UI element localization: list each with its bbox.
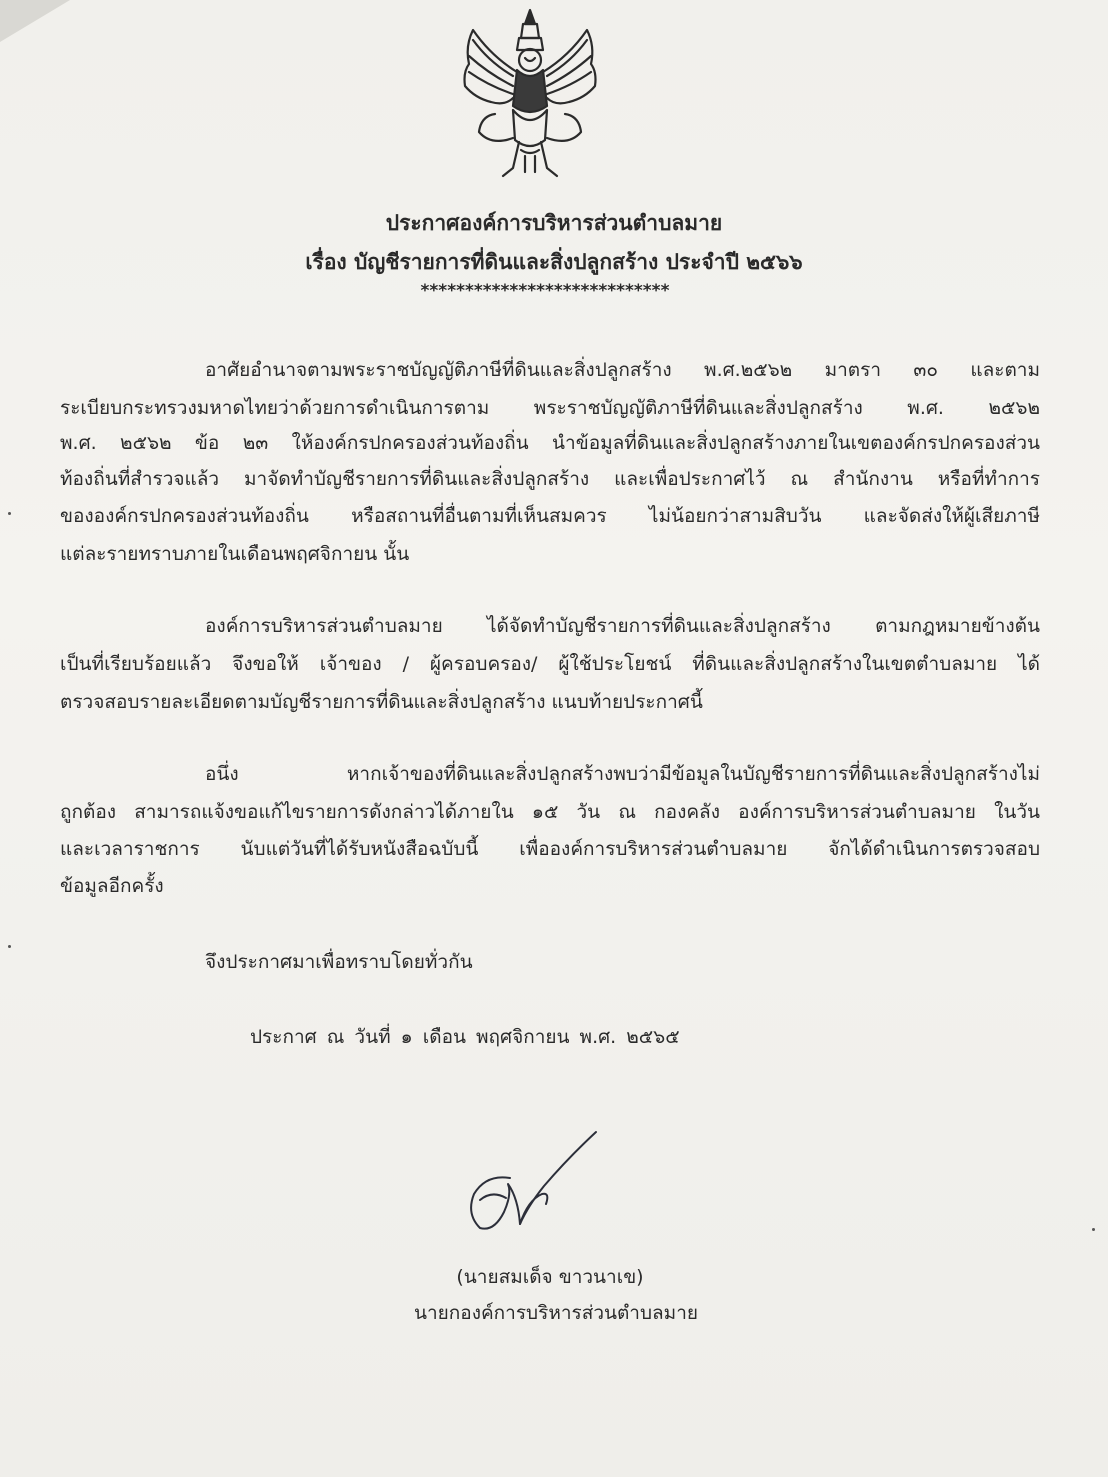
paragraph-1-line: ท้องถิ่นที่สำรวจแล้ว มาจัดทำบัญชีรายการที่ดินและสิ่งปลูกสร้าง และเพื่อประกาศไว้ ณ สำนักงาน หรือที่ทำการ xyxy=(60,468,1040,490)
paragraph-1-line: ระเบียบกระทรวงมหาดไทยว่าด้วยการดำเนินการตาม พระราชบัญญัติภาษีที่ดินและสิ่งปลูกสร้าง พ.ศ. ๒๕๖๒ xyxy=(60,397,1040,419)
paragraph-2-line: ตรวจสอบรายละเอียดตามบัญชีรายการที่ดินและสิ่งปลูกสร้าง แนบท้ายประกาศนี้ xyxy=(60,691,703,713)
paragraph-2-line: เป็นที่เรียบร้อยแล้ว จึงขอให้ เจ้าของ / ผู้ครอบครอง/ ผู้ใช้ประโยชน์ ที่ดินและสิ่งปลูกสร้างในเขตตำบลมาย ได้ xyxy=(60,653,1040,675)
paragraph-1-line: อาศัยอำนาจตามพระราชบัญญัติภาษีที่ดินและสิ่งปลูกสร้าง พ.ศ.๒๕๖๒ มาตรา ๓๐ และตาม xyxy=(205,359,1040,381)
signer-position: นายกองค์การบริหารส่วนตำบลมาย xyxy=(413,1302,699,1324)
announcement-date: ประกาศ ณ วันที่ ๑ เดือน พฤศจิกายน พ.ศ. ๒๕๖๕ xyxy=(250,1026,680,1048)
paragraph-3-line: อนึ่ง หากเจ้าของที่ดินและสิ่งปลูกสร้างพบว่ามีข้อมูลในบัญชีรายการที่ดินและสิ่งปลูกสร้างไม่ xyxy=(205,763,1040,785)
title-separator: **************************** xyxy=(420,281,670,301)
paragraph-3-line: ข้อมูลอีกครั้ง xyxy=(60,875,164,897)
paragraph-1-line: ขององค์กรปกครองส่วนท้องถิ่น หรือสถานที่อื่นตามที่เห็นสมควร ไม่น้อยกว่าสามสิบวัน และจัดส่งให้ผู้เสียภาษี xyxy=(60,505,1040,527)
paper-speck xyxy=(1092,1228,1095,1231)
announcement-subject: เรื่อง บัญชีรายการที่ดินและสิ่งปลูกสร้าง ประจำปี ๒๕๖๖ xyxy=(305,250,803,274)
folded-corner xyxy=(0,0,70,42)
closing-statement: จึงประกาศมาเพื่อทราบโดยทั่วกัน xyxy=(205,951,473,973)
handwritten-signature xyxy=(458,1128,608,1238)
paragraph-3-line: และเวลาราชการ นับแต่วันที่ได้รับหนังสือฉบับนี้ เพื่อองค์การบริหารส่วนตำบลมาย จักได้ดำเนินการตรวจสอบ xyxy=(60,838,1040,860)
paper-speck xyxy=(8,945,11,948)
garuda-emblem-icon xyxy=(455,6,605,182)
paragraph-1-line: พ.ศ. ๒๕๖๒ ข้อ ๒๓ ให้องค์กรปกครองส่วนท้องถิ่น นำข้อมูลที่ดินและสิ่งปลูกสร้างภายในเขตองค์กรปกครองส่วน xyxy=(60,432,1040,454)
signer-name: (นายสมเด็จ ขาวนาเข) xyxy=(456,1266,644,1288)
paper-speck xyxy=(8,512,11,515)
announcement-title: ประกาศองค์การบริหารส่วนตำบลมาย xyxy=(385,211,723,235)
paragraph-3-line: ถูกต้อง สามารถแจ้งขอแก้ไขรายการดังกล่าวได้ภายใน ๑๕ วัน ณ กองคลัง องค์การบริหารส่วนตำบลมาย ในวัน xyxy=(60,801,1040,823)
paragraph-1-line: แต่ละรายทราบภายในเดือนพฤศจิกายน นั้น xyxy=(60,543,410,565)
paragraph-2-line: องค์การบริหารส่วนตำบลมาย ได้จัดทำบัญชีรายการที่ดินและสิ่งปลูกสร้าง ตามกฎหมายข้างต้น xyxy=(205,615,1040,637)
